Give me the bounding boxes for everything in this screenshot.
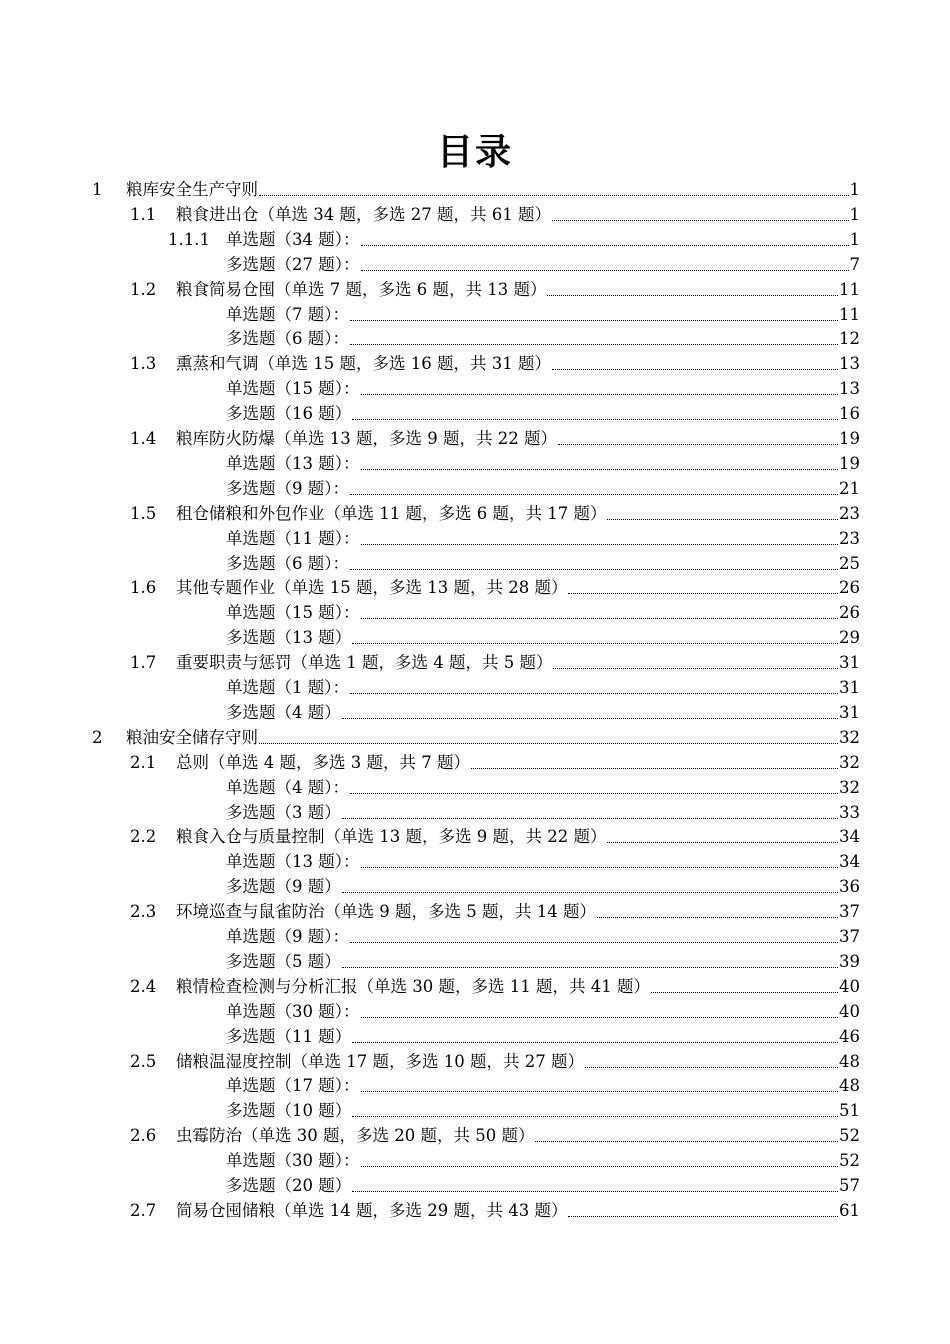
toc-entry-label: 多选题（6 题）： [226, 329, 349, 349]
toc-entry-label: 多选题（3 题） [226, 802, 341, 822]
toc-entry-label: 单选题（9 题）： [226, 927, 349, 946]
toc-entry-page-number: 13 [839, 379, 860, 399]
toc-entry-label: 多选题（9 题） [226, 877, 341, 897]
toc-entry-page-number: 1 [849, 204, 860, 224]
toc-entry-label: 多选题（11 题） [226, 1026, 352, 1046]
toc-dot-leader [350, 477, 838, 495]
toc-entry-number: 1.1 [130, 204, 157, 224]
toc-entry-page-number: 48 [839, 1076, 860, 1096]
toc-entry[interactable] [168, 850, 860, 874]
toc-dot-leader [607, 825, 838, 843]
toc-entry-label: 其他专题作业（单选 15 题，多选 13 题，共 28 题） [176, 578, 568, 598]
toc-entry[interactable] [168, 1000, 860, 1024]
toc-entry[interactable] [168, 552, 860, 576]
toc-entry[interactable] [130, 203, 860, 227]
toc-entry-label: 简易仓囤储粮（单选 14 题，多选 29 题，共 43 题） [176, 1200, 568, 1220]
toc-entry-page-number: 52 [839, 1151, 860, 1171]
toc-entry-label: 单选题（13 题）： [226, 453, 360, 473]
toc-entry-label: 粮库安全生产守则 [126, 180, 258, 199]
toc-entry[interactable] [168, 1149, 860, 1173]
toc-dot-leader [350, 327, 838, 345]
toc-dot-leader [535, 1124, 838, 1142]
toc-entry[interactable] [130, 751, 860, 775]
toc-entry-label: 粮食简易仓囤（单选 7 题，多选 6 题，共 13 题） [176, 279, 547, 299]
toc-dot-leader [558, 427, 838, 445]
toc-entry-label: 单选题（30 题）： [226, 1001, 360, 1021]
toc-dot-leader [259, 726, 838, 744]
toc-dot-leader [361, 850, 839, 868]
toc-entry-page-number: 61 [839, 1200, 860, 1220]
toc-entry[interactable] [130, 975, 860, 999]
toc-dot-leader [361, 601, 839, 619]
toc-entry[interactable] [168, 776, 860, 800]
toc-entry-label: 储粮温湿度控制（单选 17 题，多选 10 题，共 27 题） [176, 1051, 584, 1071]
toc-entry-page-number: 23 [839, 503, 860, 523]
toc-entry[interactable] [168, 377, 860, 401]
toc-entry-number: 1.4 [130, 429, 157, 448]
toc-entry[interactable] [168, 701, 860, 725]
toc-entry-page-number: 52 [839, 1126, 860, 1146]
toc-entry-label: 单选题（1 题）： [226, 678, 349, 697]
toc-entry-label: 环境巡查与鼠雀防治（单选 9 题，多选 5 题，共 14 题） [176, 902, 596, 922]
toc-dot-leader [607, 502, 838, 520]
toc-entry-label: 单选题（17 题）： [226, 1076, 360, 1096]
toc-dot-leader [361, 1149, 839, 1167]
toc-entry-number: 2.3 [130, 902, 157, 922]
toc-entry-label: 粮食入仓与质量控制（单选 13 题，多选 9 题，共 22 题） [176, 827, 607, 847]
toc-entry-page-number: 40 [839, 976, 860, 996]
toc-entry-number: 2.1 [130, 752, 157, 772]
toc-entry-page-number: 57 [839, 1176, 860, 1195]
toc-entry-number: 1.7 [130, 653, 157, 673]
toc-entry-page-number: 32 [839, 777, 860, 797]
toc-entry[interactable] [130, 278, 860, 302]
toc-dot-leader [547, 278, 838, 296]
toc-dot-leader [342, 701, 838, 719]
toc-entry-label: 单选题（4 题）： [226, 777, 349, 797]
toc-dot-leader [651, 975, 838, 993]
toc-entry-page-number: 34 [839, 852, 860, 872]
toc-entry[interactable] [130, 352, 860, 376]
toc-entry-number: 1.6 [130, 578, 157, 598]
toc-dot-leader [361, 1074, 839, 1092]
toc-entry[interactable] [168, 1074, 860, 1098]
toc-entry-number: 1.5 [130, 503, 157, 523]
toc-entry-number: 1.1.1 [168, 229, 210, 249]
toc-entry[interactable] [130, 900, 860, 924]
toc-entry[interactable] [168, 601, 860, 625]
toc-entry[interactable] [168, 527, 860, 551]
toc-entry-page-number: 11 [839, 279, 860, 299]
toc-dot-leader [552, 352, 838, 370]
toc-entry-page-number: 40 [839, 1001, 860, 1021]
toc-entry-label: 单选题（11 题）： [226, 528, 360, 548]
toc-entry[interactable] [168, 253, 860, 277]
toc-entry-page-number: 37 [839, 902, 860, 922]
toc-entry[interactable] [130, 427, 860, 451]
toc-entry[interactable] [168, 303, 860, 327]
toc-entry-label: 单选题（7 题）： [226, 304, 349, 324]
toc-entry-page-number: 19 [839, 453, 860, 473]
toc-dot-leader [552, 203, 849, 221]
toc-entry-label: 单选题（15 题）： [226, 603, 360, 623]
toc-entry-label: 粮库防火防爆（单选 13 题，多选 9 题，共 22 题） [176, 429, 557, 448]
toc-dot-leader [342, 950, 838, 968]
toc-entry[interactable] [130, 825, 860, 849]
toc-dot-leader [568, 576, 838, 594]
toc-dot-leader [350, 925, 838, 943]
toc-entry[interactable] [130, 1199, 860, 1223]
toc-entry-number: 1 [92, 180, 103, 199]
toc-entry-page-number: 25 [839, 553, 860, 573]
toc-entry[interactable] [92, 726, 860, 750]
toc-entry-number: 2.2 [130, 827, 157, 847]
toc-dot-leader [553, 651, 838, 669]
toc-entry-label: 多选题（10 题） [226, 1101, 352, 1121]
toc-entry[interactable] [130, 1124, 860, 1148]
toc-entry-label: 粮食进出仓（单选 34 题，多选 27 题，共 61 题） [176, 204, 551, 224]
toc-entry-page-number: 33 [839, 802, 860, 822]
toc-entry-page-number: 1 [849, 180, 860, 199]
toc-entry[interactable] [168, 1025, 860, 1049]
toc-dot-leader [471, 751, 838, 769]
toc-entry-page-number: 12 [839, 329, 860, 349]
toc-entry-label: 多选题（4 题） [226, 702, 341, 722]
toc-dot-leader [350, 303, 838, 321]
toc-entry-page-number: 48 [839, 1051, 860, 1071]
toc-entry[interactable] [168, 402, 860, 426]
toc-entry[interactable] [168, 801, 860, 825]
toc-entry-page-number: 1 [849, 229, 860, 249]
toc-entry-label: 重要职责与惩罚（单选 1 题，多选 4 题，共 5 题） [176, 653, 553, 673]
toc-entry-label: 熏蒸和气调（单选 15 题，多选 16 题，共 31 题） [176, 354, 551, 374]
toc-entry-page-number: 23 [839, 528, 860, 548]
page-title: 目录 [436, 132, 513, 173]
toc-entry[interactable] [130, 1050, 860, 1074]
toc-entry[interactable] [130, 576, 860, 600]
toc-entry-label: 多选题（20 题） [226, 1176, 352, 1195]
toc-dot-leader [350, 552, 838, 570]
toc-dot-leader [352, 1174, 838, 1192]
toc-entry[interactable] [168, 228, 860, 252]
toc-entry-page-number: 36 [839, 877, 860, 897]
toc-dot-leader [342, 801, 838, 819]
toc-entry-label: 粮情检查检测与分析汇报（单选 30 题，多选 11 题，共 41 题） [176, 976, 650, 996]
toc-entry-page-number: 32 [839, 727, 860, 747]
toc-entry-label: 虫霉防治（单选 30 题，多选 20 题，共 50 题） [176, 1126, 535, 1146]
toc-entry[interactable] [168, 626, 860, 650]
toc-dot-leader [361, 527, 839, 545]
toc-dot-leader [361, 228, 849, 246]
toc-entry-label: 多选题（27 题）： [226, 254, 360, 274]
toc-entry-number: 2 [92, 727, 103, 747]
toc-entry-number: 1.2 [130, 279, 157, 299]
toc-entry-label: 单选题（15 题）： [226, 379, 360, 399]
toc-entry-page-number: 16 [839, 404, 860, 424]
toc-entry-label: 多选题（16 题） [226, 404, 352, 424]
toc-dot-leader [352, 1025, 838, 1043]
toc-dot-leader [350, 676, 838, 694]
toc-dot-leader [259, 178, 849, 196]
toc-entry-page-number: 32 [839, 752, 860, 772]
toc-dot-leader [361, 1000, 839, 1018]
toc-dot-leader [361, 253, 849, 271]
toc-entry-page-number: 21 [839, 478, 860, 498]
toc-entry-page-number: 11 [839, 304, 860, 324]
toc-entry-label: 多选题（5 题） [226, 951, 341, 971]
toc-dot-leader [350, 776, 838, 794]
toc-entry-page-number: 31 [839, 653, 860, 673]
toc-entry[interactable] [168, 452, 860, 476]
toc-entry-page-number: 46 [839, 1026, 860, 1046]
toc-entry-label: 粮油安全储存守则 [126, 727, 258, 747]
toc-entry-page-number: 39 [839, 951, 860, 971]
toc-dot-leader [585, 1050, 838, 1068]
toc-entry[interactable] [92, 178, 860, 202]
toc-entry[interactable] [130, 502, 860, 526]
toc-dot-leader [352, 1099, 838, 1117]
toc-entry-number: 1.3 [130, 354, 157, 374]
toc-entry-label: 总则（单选 4 题，多选 3 题，共 7 题） [176, 752, 470, 772]
toc-entry[interactable] [168, 875, 860, 899]
toc-entry-label: 单选题（13 题）： [226, 852, 360, 872]
toc-entry-page-number: 26 [839, 603, 860, 623]
toc-entry-number: 2.7 [130, 1200, 157, 1220]
toc-entry-page-number: 26 [839, 578, 860, 598]
toc-dot-leader [352, 402, 838, 420]
toc-entry-label: 租仓储粮和外包作业（单选 11 题，多选 6 题，共 17 题） [176, 503, 607, 523]
toc-entry[interactable] [168, 477, 860, 501]
toc-dot-leader [597, 900, 838, 918]
toc-entry-label: 单选题（30 题）： [226, 1151, 360, 1171]
toc-entry-label: 多选题（13 题） [226, 628, 352, 648]
toc-entry-page-number: 34 [839, 827, 860, 847]
toc-entry[interactable] [168, 1099, 860, 1123]
toc-entry-page-number: 7 [849, 254, 860, 274]
toc-entry[interactable] [168, 676, 860, 700]
toc-dot-leader [361, 452, 839, 470]
toc-entry-label: 多选题（9 题）： [226, 478, 349, 498]
toc-entry-page-number: 31 [839, 702, 860, 722]
toc-entry-number: 2.6 [130, 1126, 157, 1146]
toc-entry-page-number: 37 [839, 927, 860, 946]
toc-entry-page-number: 13 [839, 354, 860, 374]
toc-dot-leader [361, 377, 839, 395]
toc-entry-page-number: 19 [839, 429, 860, 448]
toc-dot-leader [342, 875, 838, 893]
toc-dot-leader [568, 1199, 838, 1217]
toc-entry-number: 2.5 [130, 1051, 157, 1071]
toc-entry-number: 2.4 [130, 976, 157, 996]
toc-entry-label: 单选题（34 题）： [226, 229, 360, 249]
toc-entry[interactable] [168, 327, 860, 351]
toc-dot-leader [352, 626, 838, 644]
toc-entry[interactable] [168, 1174, 860, 1198]
toc-entry[interactable] [168, 925, 860, 949]
toc-entry-page-number: 31 [839, 678, 860, 697]
toc-entry[interactable] [168, 950, 860, 974]
toc-entry-page-number: 29 [839, 628, 860, 648]
toc-entry[interactable] [130, 651, 860, 675]
toc-entry-page-number: 51 [839, 1101, 860, 1121]
toc-entry-label: 多选题（6 题）： [226, 553, 349, 573]
